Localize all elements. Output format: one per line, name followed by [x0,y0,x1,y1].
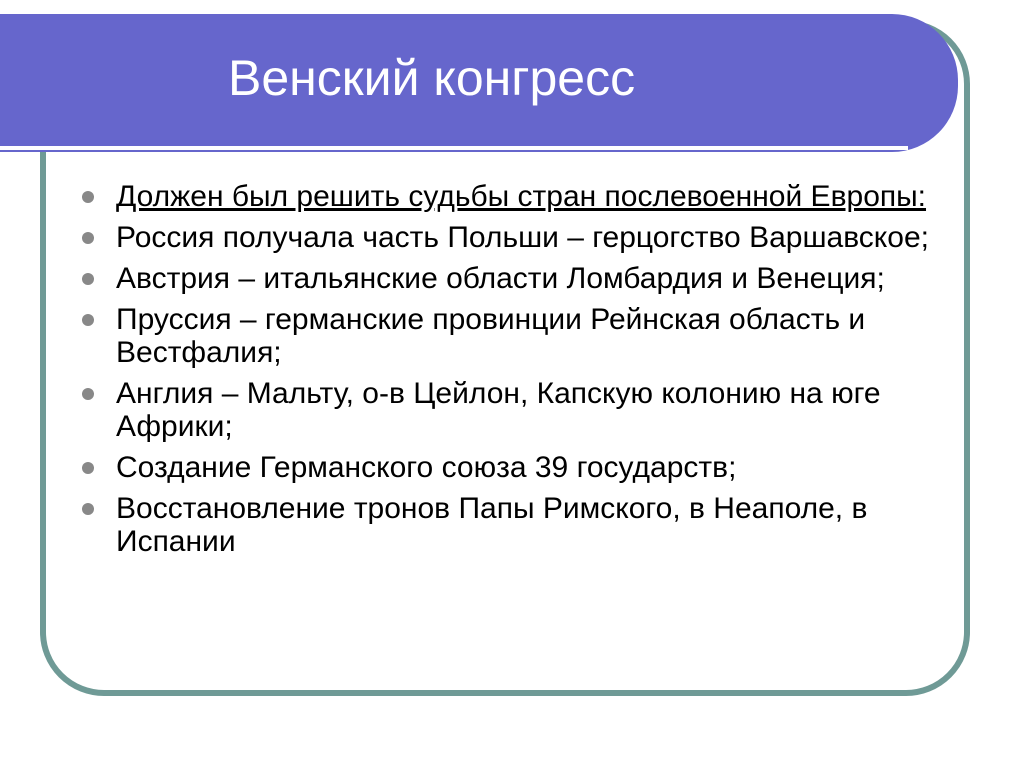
bullet-item [82,377,952,443]
bullet-text: Создание Германского союза 39 государств; [116,451,737,484]
bullet-item [82,221,952,254]
bullet-item [82,303,952,369]
bullet-dot-icon [82,388,94,400]
bullet-text: Должен был решить судьбы стран послевоенной Европы: [116,180,927,213]
bullet-text: Пруссия – германские провинции Рейнская область и Вестфалия; [116,303,866,369]
slide-title: Венский конгресс [228,50,636,106]
bullet-dot-icon [82,462,94,474]
bullet-item [82,180,952,213]
bullet-list [82,180,952,566]
bullet-text: Россия получала часть Польши – герцогство Варшавское; [116,221,929,254]
bullet-item [82,262,952,295]
title-underline-divider [0,146,908,150]
bullet-dot-icon [82,191,94,203]
bullet-dot-icon [82,273,94,285]
bullet-dot-icon [82,232,94,244]
bullet-item [82,451,952,484]
bullet-text: Англия – Мальту, о-в Цейлон, Капскую колонию на юге Африки; [116,377,881,443]
bullet-item [82,492,952,558]
bullet-text: Австрия – итальянские области Ломбардия и Венеция; [116,262,885,295]
bullet-text: Восстановление тронов Папы Римского, в Неаполе, в Испании [116,492,868,558]
bullet-dot-icon [82,503,94,515]
bullet-dot-icon [82,314,94,326]
